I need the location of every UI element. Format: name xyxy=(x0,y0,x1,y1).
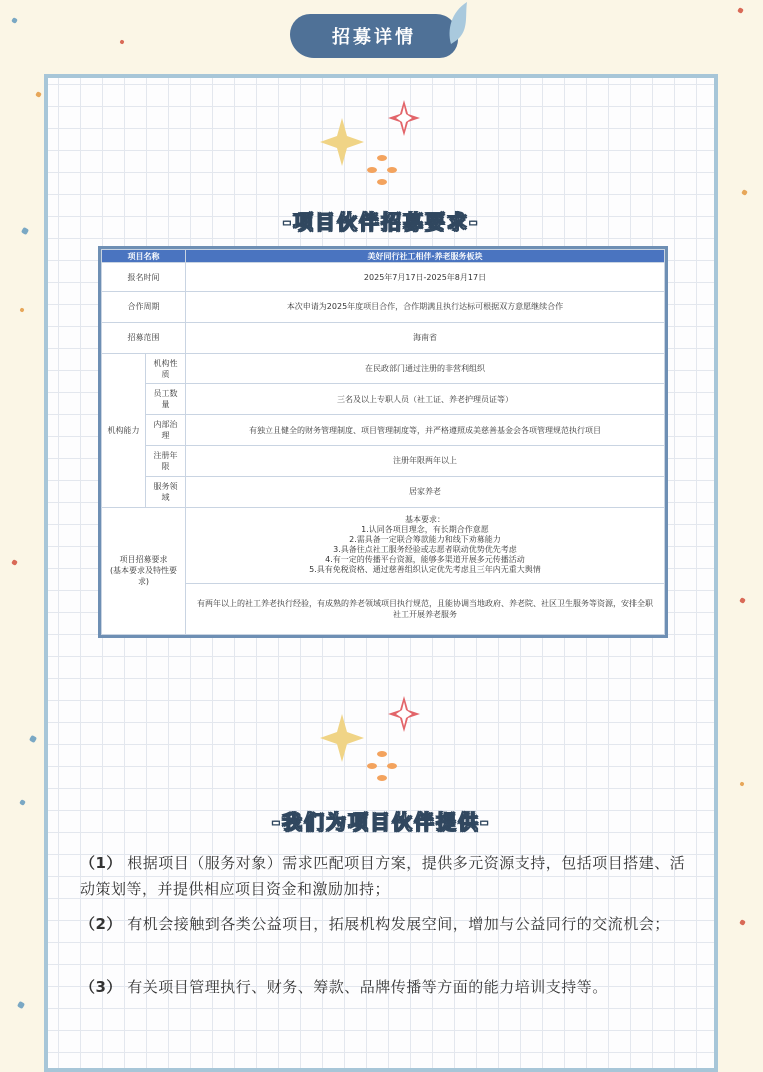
offer-item xyxy=(80,974,692,1000)
req-sublabel: (基本要求及特性要求) xyxy=(109,566,178,587)
req-label: 项目招募要求 xyxy=(119,555,168,565)
offer-item xyxy=(80,850,692,902)
offer-text: 有机会接触到各类公益项目，拓展机构发展空间，增加与公益同行的交流机会； xyxy=(127,915,670,933)
table-header-row xyxy=(102,250,665,263)
table-cell: 机构能力 xyxy=(102,353,146,507)
basic-item: 2.需具备一定联合筹款能力和线下劝募能力 xyxy=(349,535,501,545)
table-row xyxy=(102,507,665,583)
offer-number: （2） xyxy=(80,915,122,933)
requirements-table xyxy=(98,246,668,638)
table-row xyxy=(102,353,665,384)
decor-dot xyxy=(739,919,746,926)
decor-dot xyxy=(19,307,24,312)
sparkle-icon xyxy=(318,696,428,792)
table-row xyxy=(102,583,665,634)
offer-text: 根据项目（服务对象）需求匹配项目方案，提供多元资源支持，包括项目搭建、活动策划等，并提供相应项目资金和激励加持； xyxy=(80,854,686,898)
table-cell: 在民政部门通过注册的非营利组织 xyxy=(186,353,665,384)
table-cell: 美好同行社工相伴·养老服务板块 xyxy=(186,250,665,263)
page-title: 招募详情 xyxy=(332,27,416,48)
table-cell: 本次申请为2025年度项目合作，合作期满且执行达标可根据双方意愿继续合作 xyxy=(186,292,665,323)
table-cell: 2025年7月17日-2025年8月17日 xyxy=(186,263,665,292)
table-cell: 海南省 xyxy=(186,322,665,353)
decor-dot xyxy=(11,559,18,566)
basic-item: 5.具有免税资格、通过慈善组织认定优先考虑且三年内无重大舆情 xyxy=(309,565,541,575)
offer-number: （1） xyxy=(80,854,122,872)
decor-dot xyxy=(739,597,746,604)
special-requirements-cell: 有两年以上的社工养老执行经验，有成熟的养老领域项目执行规范，且能协调当地政府、养老院、社区卫生服务等资源，安排全职社工开展养老服务 xyxy=(186,583,665,634)
table-row xyxy=(102,446,665,477)
table-row xyxy=(102,476,665,507)
decor-dot xyxy=(737,7,744,14)
table-cell: 有独立且健全的财务管理制度、项目管理制度等，并严格遵照成美慈善基金会各项管理规范执行项目 xyxy=(186,415,665,446)
recruit-card xyxy=(44,74,718,1072)
decor-dot xyxy=(21,227,29,235)
table-cell: 报名时间 xyxy=(102,263,186,292)
table-cell: 居家养老 xyxy=(186,476,665,507)
decor-dot xyxy=(35,91,42,98)
decor-dot xyxy=(119,39,124,44)
decor-dot xyxy=(739,781,744,786)
table-cell: 注册年限两年以上 xyxy=(186,446,665,477)
table-cell: 合作周期 xyxy=(102,292,186,323)
basic-requirements-cell xyxy=(186,507,665,583)
offer-item xyxy=(80,911,692,937)
table-row xyxy=(102,322,665,353)
page-title-tag xyxy=(290,14,458,58)
decor-dot xyxy=(741,189,748,196)
table-cell: 内部治理 xyxy=(146,415,186,446)
basic-item: 3.具备往点社工服务经验或志愿者联动优势优先考虑 xyxy=(333,545,517,555)
offer-number: （3） xyxy=(80,978,122,996)
section-title-offers: -我们为项目伙伴提供- xyxy=(48,806,714,835)
table-cell: 员工数量 xyxy=(146,384,186,415)
table-row xyxy=(102,415,665,446)
table-row xyxy=(102,292,665,323)
leaf-icon xyxy=(445,0,475,46)
decor-dot xyxy=(29,735,37,743)
basic-item: 4.有一定的传播平台资源，能够多渠道开展多元传播活动 xyxy=(325,555,525,565)
table-cell xyxy=(102,507,186,634)
table-row xyxy=(102,384,665,415)
table-cell: 服务领域 xyxy=(146,476,186,507)
table-row xyxy=(102,263,665,292)
table-cell: 招募范围 xyxy=(102,322,186,353)
decor-dot xyxy=(11,17,18,24)
table-cell: 机构性质 xyxy=(146,353,186,384)
table-cell: 项目名称 xyxy=(102,250,186,263)
table-cell: 三名及以上专职人员（社工证、养老护理员证等） xyxy=(186,384,665,415)
section-title-requirements: -项目伙伴招募要求- xyxy=(48,206,714,235)
sparkle-icon xyxy=(318,100,428,196)
basic-item: 1.认同各项目理念，有长期合作意愿 xyxy=(361,525,489,535)
basic-title: 基本要求： xyxy=(405,515,445,525)
decor-dot xyxy=(19,799,26,806)
table-cell: 注册年限 xyxy=(146,446,186,477)
offer-text: 有关项目管理执行、财务、筹款、品牌传播等方面的能力培训支持等。 xyxy=(127,978,608,996)
decor-dot xyxy=(17,1001,25,1009)
